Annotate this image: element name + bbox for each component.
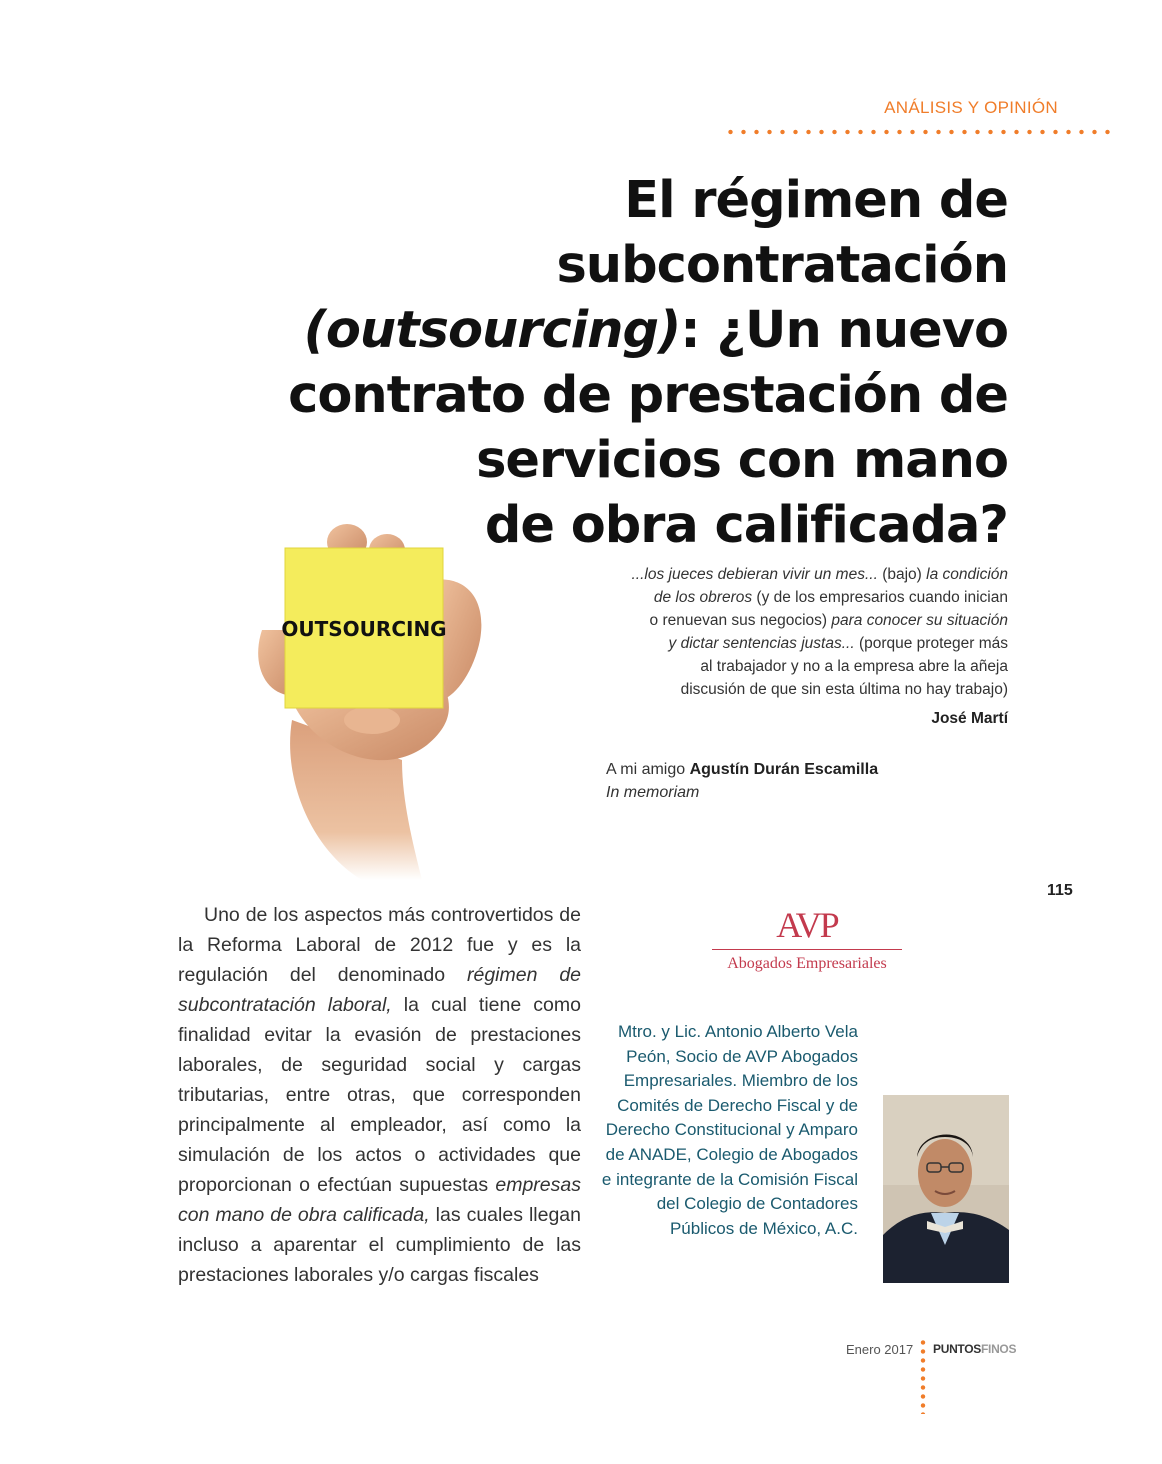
- dedication: [606, 758, 878, 804]
- title-line-3: contrato de prestación de: [288, 366, 1008, 425]
- logo-name: Abogados Empresariales: [727, 955, 887, 972]
- section-label: ANÁLISIS Y OPINIÓN: [884, 98, 1058, 117]
- epigraph-italic: la condición: [926, 566, 1008, 583]
- in-memoriam-text: In memoriam: [606, 784, 700, 801]
- epigraph-italic: de los obreros: [653, 589, 753, 606]
- dedication-line: [606, 758, 878, 781]
- sticky-note-text: OUTSOURCING: [281, 617, 447, 641]
- epigraph-line: [548, 632, 1008, 655]
- dedication-name: Agustín Durán Escamilla: [689, 761, 879, 778]
- in-memoriam: [606, 781, 878, 804]
- title-italic: (outsourcing): [303, 301, 681, 360]
- body-italic: régimen de subcontratación laboral,: [178, 964, 582, 1016]
- brand-light: FINOS: [981, 1342, 1017, 1356]
- epigraph-line: al trabajador y no a la empresa abre la añeja: [700, 658, 1008, 675]
- title-line-1: El régimen de subcontratación: [556, 171, 1008, 295]
- article-body: [178, 900, 581, 1290]
- logo-rule: [712, 949, 902, 950]
- epigraph-text: (bajo): [877, 566, 927, 583]
- body-text: la cual tiene como finalidad evitar la evasión de prestaciones laborales, de seguridad social y cargas tributarias, entre otras, que corresponden principalmente al empleador, así como la simulación de los actos o actividades que proporcionan o efectúan supuestas: [178, 994, 581, 1196]
- author-bio: Mtro. y Lic. Antonio Alberto Vela Peón, Socio de AVP Abogados Empresariales. Miembro de los Comités de Derecho Fiscal y de Derecho Constitucional y Amparo de ANADE, Colegio de Abogados e integrante de la Comisión Fiscal del Colegio de Contadores Públicos de México, A.C.: [601, 1022, 858, 1238]
- dotted-divider: [724, 128, 1112, 136]
- footer-date: Enero 2017: [846, 1342, 914, 1357]
- article-title: [158, 168, 1008, 558]
- body-text: Uno de los aspectos más controvertidos de la Reforma Laboral de 2012 fue y es la regulación del denominado: [178, 904, 581, 986]
- title-line-5: de obra calificada?: [484, 496, 1008, 555]
- epigraph-text: o renuevan sus negocios): [649, 612, 832, 629]
- title-line-2: [158, 298, 1008, 363]
- epigraph-italic: y dictar sentencias justas...: [668, 635, 855, 652]
- dedication-prefix: A mi amigo: [606, 761, 690, 778]
- epigraph-line: [548, 563, 1008, 586]
- epigraph-author: José Martí: [931, 710, 1008, 727]
- epigraph-line: [548, 586, 1008, 609]
- epigraph-text: (porque proteger más: [854, 635, 1008, 652]
- epigraph-quote: [548, 563, 1008, 730]
- body-paragraph: [178, 900, 581, 1290]
- page-number: 115: [1047, 882, 1073, 899]
- publication-brand: [933, 1342, 1016, 1356]
- footer-dotted-divider: [920, 1338, 926, 1414]
- body-italic: empresas con mano de obra calificada,: [178, 1174, 581, 1226]
- author-portrait: [883, 1095, 1009, 1283]
- epigraph-text: (y de los empresarios cuando inician: [752, 589, 1008, 606]
- logo-mark: AVP: [776, 905, 838, 945]
- epigraph-line: discusión de que sin esta última no hay trabajo): [680, 681, 1008, 698]
- title-line-2-rest: : ¿Un nuevo: [680, 301, 1008, 360]
- epigraph-line: [548, 609, 1008, 632]
- body-text: las cuales llegan incluso a aparentar el cumplimiento de las prestaciones laborales y/o cargas fiscales: [178, 1204, 581, 1286]
- epigraph-italic: para conocer su situación: [831, 612, 1008, 629]
- hand-holding-note-image: [252, 520, 502, 880]
- title-line-4: servicios con mano: [476, 431, 1008, 490]
- brand-bold: PUNTOS: [933, 1342, 981, 1356]
- epigraph-italic: ...los jueces debieran vivir un mes...: [631, 566, 878, 583]
- avp-logo: [712, 905, 902, 975]
